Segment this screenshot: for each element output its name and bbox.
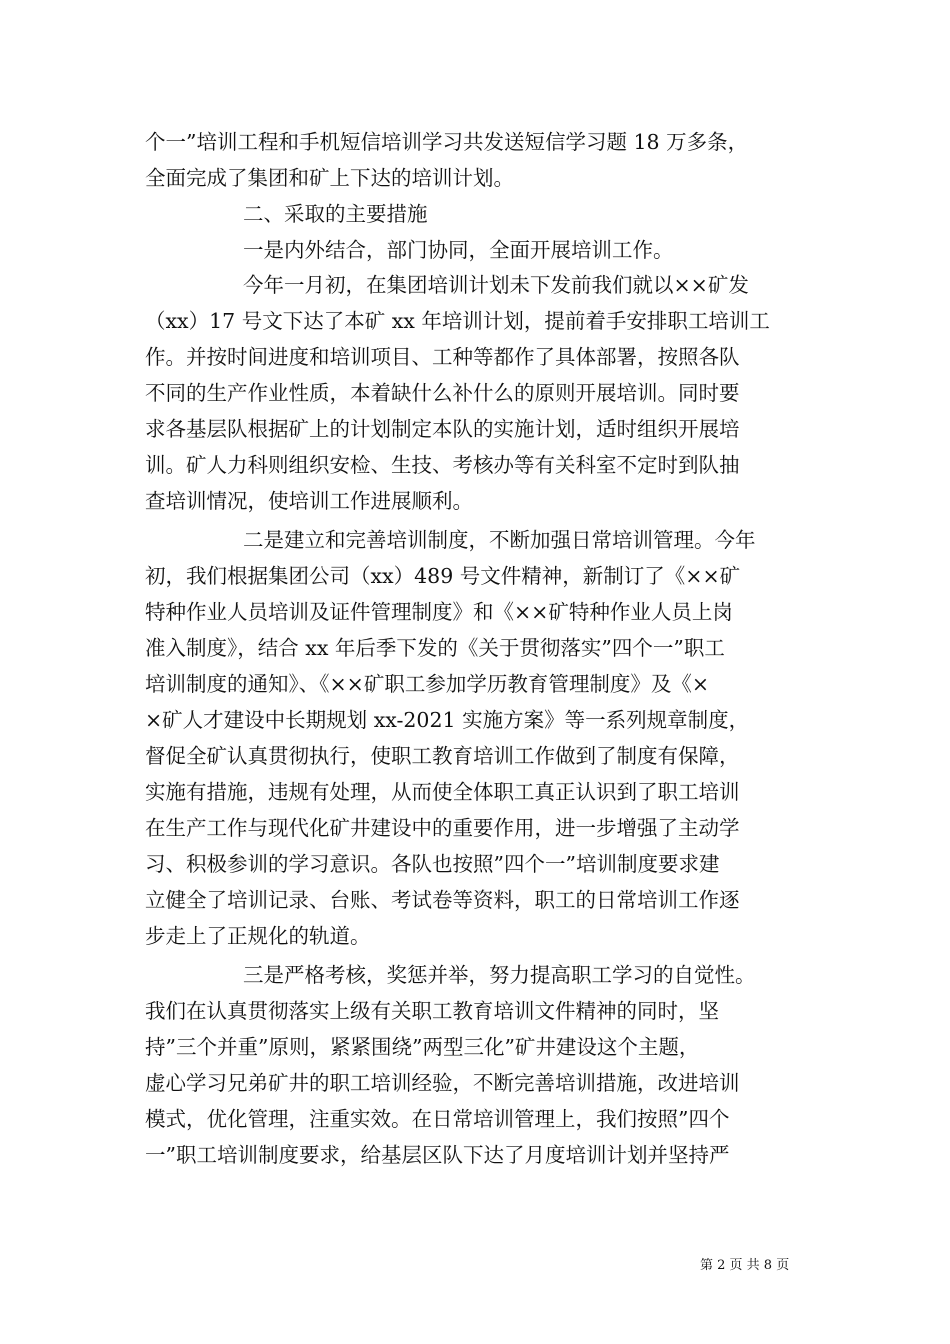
paragraph-line: 个一”培训工程和手机短信培训学习共发送短信学习题 18 万多条， xyxy=(145,130,749,154)
paragraph-line: 查培训情况，使培训工作进展顺利。 xyxy=(145,489,473,513)
paragraph-line: 三是严格考核，奖惩并举，努力提高职工学习的自觉性。 xyxy=(243,963,756,987)
paragraph-line: （xx）17 号文下达了本矿 xx 年培训计划，提前着手安排职工培训工 xyxy=(145,309,770,333)
section-heading: 二、采取的主要措施 xyxy=(243,202,428,226)
paragraph-line: 今年一月初，在集团培训计划未下发前我们就以××矿发 xyxy=(243,273,749,297)
paragraph-line: 二是建立和完善培训制度，不断加强日常培训管理。今年 xyxy=(243,528,756,552)
paragraph-line: 持”三个并重”原则，紧紧围绕”两型三化”矿井建设这个主题， xyxy=(145,1035,700,1059)
paragraph-line: 步走上了正规化的轨道。 xyxy=(145,924,371,948)
paragraph-line: 立健全了培训记录、台账、考试卷等资料，职工的日常培训工作逐 xyxy=(145,888,740,912)
paragraph-line: 督促全矿认真贯彻执行，使职工教育培训工作做到了制度有保障， xyxy=(145,744,740,768)
paragraph-line: 特种作业人员培训及证件管理制度》和《××矿特种作业人员上岗 xyxy=(145,600,733,624)
paragraph-line: ×矿人才建设中长期规划 xx-2021 实施方案》等一系列规章制度， xyxy=(145,708,750,732)
paragraph-line: 作。并按时间进度和培训项目、工种等都作了具体部署，按照各队 xyxy=(145,345,740,369)
paragraph-line: 训。矿人力科则组织安检、生技、考核办等有关科室不定时到队抽 xyxy=(145,453,740,477)
paragraph-line: 实施有措施，违规有处理，从而使全体职工真正认识到了职工培训 xyxy=(145,780,740,804)
paragraph-line: 习、积极参训的学习意识。各队也按照”四个一”培训制度要求建 xyxy=(145,852,720,876)
paragraph-line: 一”职工培训制度要求，给基层区队下达了月度培训计划并坚持严 xyxy=(145,1143,730,1167)
paragraph-line: 全面完成了集团和矿上下达的培训计划。 xyxy=(145,166,514,190)
paragraph-line: 模式，优化管理，注重实效。在日常培训管理上，我们按照”四个 xyxy=(145,1107,730,1131)
page-number: 第 2 页 共 8 页 xyxy=(700,1258,790,1273)
paragraph-line: 准入制度》，结合 xx 年后季下发的《关于贯彻落实”四个一”职工 xyxy=(145,636,725,660)
paragraph-line: 我们在认真贯彻落实上级有关职工教育培训文件精神的同时，坚 xyxy=(145,999,719,1023)
paragraph-line: 求各基层队根据矿上的计划制定本队的实施计划，适时组织开展培 xyxy=(145,417,740,441)
paragraph-line: 不同的生产作业性质，本着缺什么补什么的原则开展培训。同时要 xyxy=(145,381,740,405)
paragraph-line: 培训制度的通知》、《××矿职工参加学历教育管理制度》及《× xyxy=(145,672,710,696)
paragraph-line: 在生产工作与现代化矿井建设中的重要作用，进一步增强了主动学 xyxy=(145,816,740,840)
paragraph-line: 虚心学习兄弟矿井的职工培训经验，不断完善培训措施，改进培训 xyxy=(145,1071,740,1095)
paragraph-line: 初，我们根据集团公司（xx）489 号文件精神，新制订了《××矿 xyxy=(145,564,741,588)
paragraph-line: 一是内外结合，部门协同，全面开展培训工作。 xyxy=(243,238,674,262)
